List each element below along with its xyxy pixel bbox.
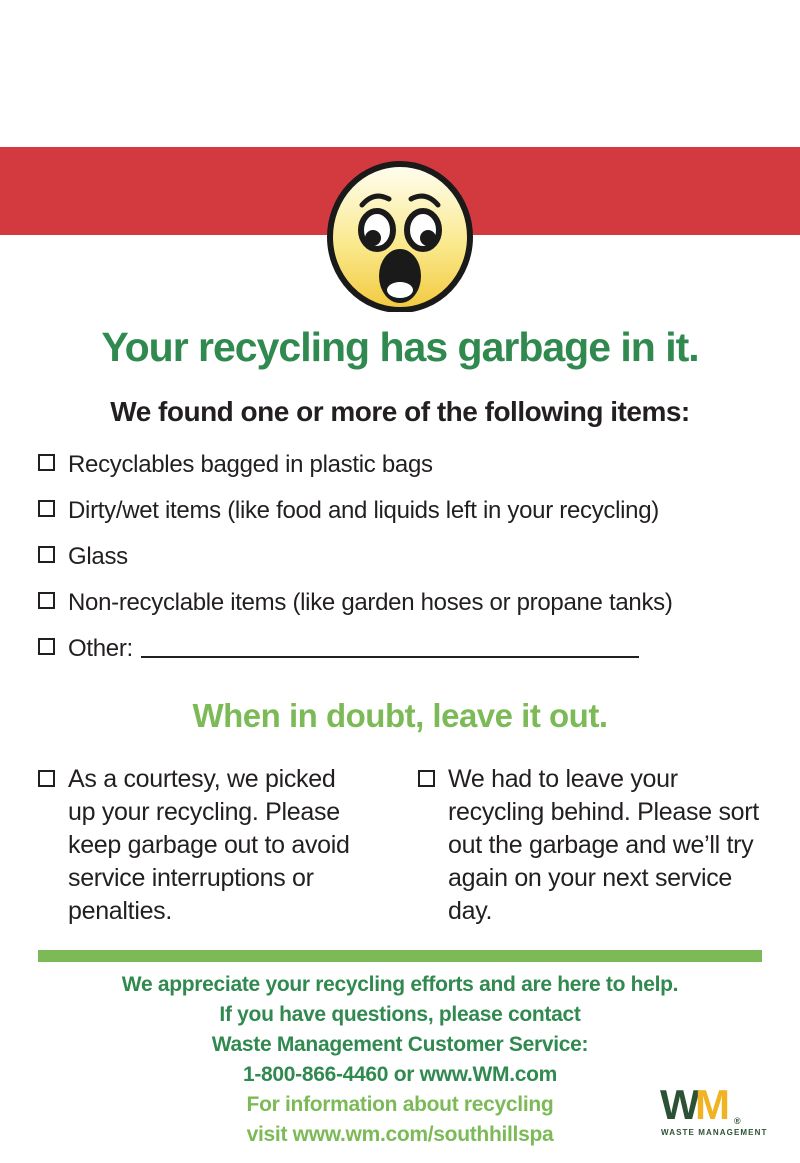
option-text: We had to leave your recycling behind. Please sort out the garbage and we’ll try again on your next service day. [448,765,759,926]
checkbox[interactable] [38,500,55,517]
top-margin [0,0,800,147]
footer-line-appreciate: We appreciate your recycling efforts and are here to help. [121,973,679,997]
checkbox[interactable] [418,770,435,787]
checklist-item-label: Other: [68,635,133,663]
surprised-emoji-icon [324,160,476,312]
checkbox[interactable] [38,770,55,787]
checklist-item-label: Non-recyclable items (like garden hoses or propane tanks) [68,589,673,617]
items-heading: We found one or more of the following items: [110,396,690,428]
wm-logo-registered: ® [734,1116,741,1126]
checklist-item-glass [38,542,762,571]
wm-logo-m: M [695,1086,730,1128]
checklist-item-other [38,634,762,663]
checklist-item-label: Dirty/wet items (like food and liquids left in your recycling) [68,497,659,525]
outcome-options [38,763,762,928]
checklist-item-bagged-recyclables [38,450,762,479]
wm-logo-w: W [660,1086,700,1128]
left-behind-option [418,763,762,928]
footer-line-customer-service: Waste Management Customer Service: [211,1033,589,1057]
checkbox[interactable] [38,454,55,471]
footer-line-questions: If you have questions, please contact [219,1003,581,1027]
checkbox[interactable] [38,546,55,563]
found-items-checklist [38,450,762,663]
footer-line-phone-web: 1-800-866-4460 or www.WM.com [242,1063,558,1087]
checkbox[interactable] [38,592,55,609]
checkbox[interactable] [38,638,55,655]
checklist-item-dirty-wet [38,496,762,525]
wm-logo-caption: WASTE MANAGEMENT [661,1128,768,1137]
footer-line-recycling-info: For information about recycling [246,1093,554,1117]
checklist-item-label: Glass [68,543,128,571]
divider-bar [38,950,762,962]
checklist-item-non-recyclable [38,588,762,617]
courtesy-pickup-option [38,763,382,928]
waste-management-logo [660,1086,782,1138]
slogan: When in doubt, leave it out. [192,697,608,735]
footer-line-local-url: visit www.wm.com/southhillspa [246,1123,554,1147]
checklist-item-label: Recyclables bagged in plastic bags [68,451,433,479]
red-banner [0,147,800,235]
option-text: As a courtesy, we picked up your recycling. Please keep garbage out to avoid service interruptions or penalties. [68,765,350,926]
page-title: Your recycling has garbage in it. [101,324,699,370]
other-fill-line[interactable] [141,634,639,658]
